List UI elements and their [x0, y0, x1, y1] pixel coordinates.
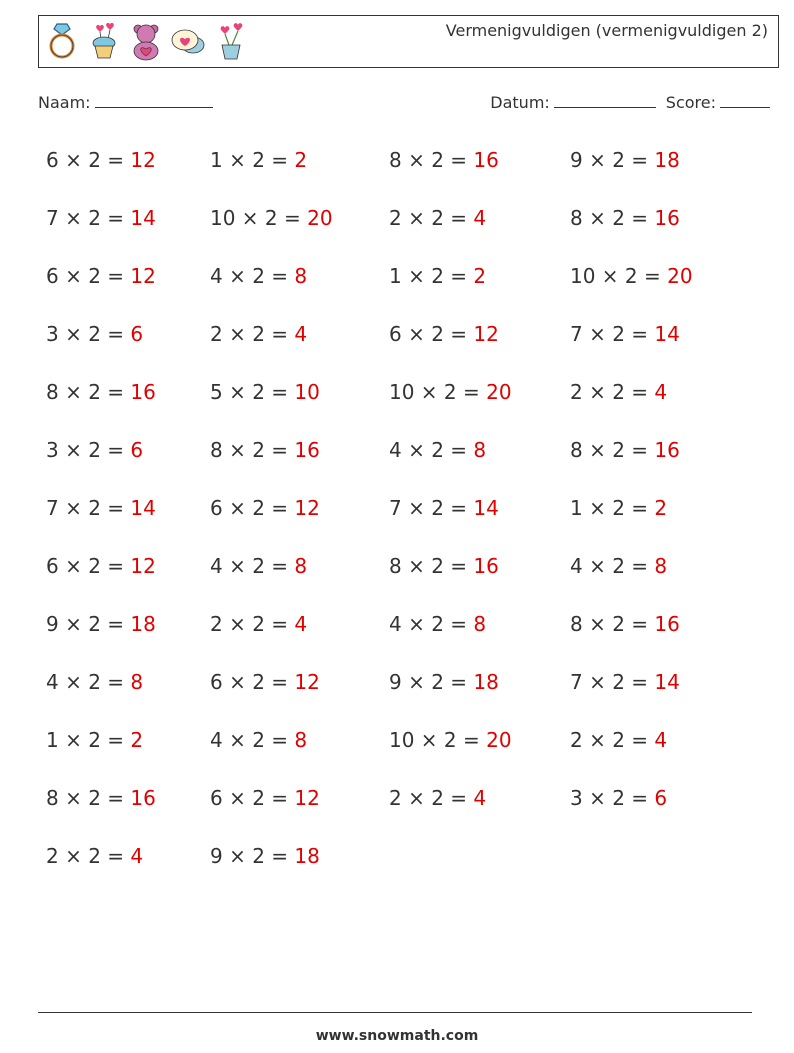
problem-item	[389, 612, 486, 636]
problem-item	[570, 612, 680, 636]
problem-question: 2 × 2 =	[210, 322, 289, 346]
problem-answer: 6	[130, 322, 144, 346]
problem-question: 10 × 2 =	[210, 206, 301, 230]
problem-question: 4 × 2 =	[210, 554, 289, 578]
footer-divider	[38, 1012, 752, 1013]
problem-question: 10 × 2 =	[389, 728, 480, 752]
problem-answer: 4	[654, 380, 668, 404]
problem-item	[46, 554, 156, 578]
problem-question: 9 × 2 =	[46, 612, 125, 636]
problem-item	[570, 322, 680, 346]
problem-item	[210, 264, 307, 288]
problem-question: 6 × 2 =	[46, 264, 125, 288]
problem-answer: 2	[473, 264, 487, 288]
problem-answer: 2	[294, 148, 308, 172]
problem-item	[389, 554, 499, 578]
problem-answer: 18	[294, 844, 320, 868]
problem-answer: 12	[294, 496, 320, 520]
problem-item	[210, 612, 307, 636]
problem-answer: 20	[667, 264, 693, 288]
problem-item	[570, 206, 680, 230]
problem-answer: 10	[294, 380, 320, 404]
problem-question: 4 × 2 =	[46, 670, 125, 694]
problem-question: 7 × 2 =	[46, 496, 125, 520]
problem-question: 10 × 2 =	[570, 264, 661, 288]
problem-item	[389, 496, 499, 520]
problem-item	[570, 786, 667, 810]
problem-answer: 6	[130, 438, 144, 462]
problem-answer: 12	[130, 264, 156, 288]
problem-question: 2 × 2 =	[46, 844, 125, 868]
problem-answer: 16	[473, 148, 499, 172]
problem-item	[570, 496, 667, 520]
problem-question: 8 × 2 =	[389, 554, 468, 578]
problem-question: 8 × 2 =	[389, 148, 468, 172]
problem-question: 1 × 2 =	[570, 496, 649, 520]
problem-answer: 16	[654, 206, 680, 230]
worksheet-title: Vermenigvuldigen (vermenigvuldigen 2)	[445, 21, 768, 40]
problem-question: 5 × 2 =	[210, 380, 289, 404]
problem-answer: 14	[654, 322, 680, 346]
problem-answer: 16	[294, 438, 320, 462]
problem-item	[389, 786, 486, 810]
problem-item	[46, 206, 156, 230]
date-label: Datum:	[490, 93, 550, 112]
problem-item	[46, 148, 156, 172]
problem-item	[46, 322, 143, 346]
problem-item	[46, 264, 156, 288]
problem-answer: 6	[654, 786, 668, 810]
problem-answer: 14	[473, 496, 499, 520]
problem-item	[210, 728, 307, 752]
problem-question: 8 × 2 =	[210, 438, 289, 462]
problem-item	[210, 380, 320, 404]
problem-answer: 8	[654, 554, 668, 578]
problem-question: 3 × 2 =	[570, 786, 649, 810]
problem-item	[389, 380, 512, 404]
problem-question: 4 × 2 =	[389, 612, 468, 636]
problem-question: 4 × 2 =	[389, 438, 468, 462]
problem-item	[210, 786, 320, 810]
problem-item	[210, 322, 307, 346]
problem-answer: 20	[307, 206, 333, 230]
problem-item	[210, 148, 307, 172]
problem-answer: 4	[294, 322, 308, 346]
problem-item	[389, 728, 512, 752]
problem-question: 4 × 2 =	[210, 728, 289, 752]
problem-answer: 14	[654, 670, 680, 694]
problem-answer: 16	[130, 380, 156, 404]
problem-answer: 4	[473, 206, 487, 230]
problem-question: 6 × 2 =	[210, 786, 289, 810]
problem-item	[570, 148, 680, 172]
problem-answer: 16	[654, 612, 680, 636]
problem-item	[570, 264, 693, 288]
problem-answer: 8	[294, 264, 308, 288]
problem-question: 2 × 2 =	[570, 728, 649, 752]
problem-item	[389, 438, 486, 462]
problem-item	[570, 728, 667, 752]
problem-answer: 12	[130, 148, 156, 172]
problem-item	[210, 554, 307, 578]
problem-question: 2 × 2 =	[210, 612, 289, 636]
problem-answer: 16	[130, 786, 156, 810]
problem-answer: 16	[473, 554, 499, 578]
problem-answer: 14	[130, 496, 156, 520]
problem-item	[389, 322, 499, 346]
problem-answer: 8	[294, 728, 308, 752]
problem-item	[570, 438, 680, 462]
problem-answer: 2	[654, 496, 668, 520]
problem-item	[46, 612, 156, 636]
problem-answer: 2	[130, 728, 144, 752]
problem-item	[210, 496, 320, 520]
problem-item	[46, 844, 143, 868]
problem-question: 3 × 2 =	[46, 438, 125, 462]
problem-question: 1 × 2 =	[210, 148, 289, 172]
problem-item	[389, 670, 499, 694]
problem-item	[389, 206, 486, 230]
problem-answer: 18	[473, 670, 499, 694]
problem-item	[210, 670, 320, 694]
problem-item	[570, 380, 667, 404]
problem-answer: 4	[130, 844, 144, 868]
problem-question: 2 × 2 =	[389, 206, 468, 230]
problem-question: 10 × 2 =	[389, 380, 480, 404]
problem-answer: 12	[294, 670, 320, 694]
score-label: Score:	[665, 93, 716, 112]
problem-answer: 8	[294, 554, 308, 578]
problem-question: 2 × 2 =	[389, 786, 468, 810]
problem-question: 4 × 2 =	[210, 264, 289, 288]
problem-item	[210, 206, 333, 230]
problem-question: 6 × 2 =	[389, 322, 468, 346]
problem-item	[46, 670, 143, 694]
problem-answer: 12	[473, 322, 499, 346]
problem-item	[46, 438, 143, 462]
problem-answer: 4	[654, 728, 668, 752]
problem-answer: 20	[486, 728, 512, 752]
problem-answer: 8	[473, 612, 487, 636]
problem-question: 8 × 2 =	[570, 612, 649, 636]
problem-question: 6 × 2 =	[46, 554, 125, 578]
problem-answer: 8	[473, 438, 487, 462]
problem-answer: 4	[473, 786, 487, 810]
problem-question: 6 × 2 =	[46, 148, 125, 172]
problem-answer: 12	[294, 786, 320, 810]
problem-item	[389, 264, 486, 288]
problem-question: 3 × 2 =	[46, 322, 125, 346]
problem-question: 7 × 2 =	[389, 496, 468, 520]
problem-question: 8 × 2 =	[570, 438, 649, 462]
problem-answer: 18	[654, 148, 680, 172]
problem-item	[389, 148, 499, 172]
problem-answer: 18	[130, 612, 156, 636]
problem-question: 7 × 2 =	[570, 670, 649, 694]
problem-item	[46, 786, 156, 810]
problem-item	[210, 438, 320, 462]
problem-question: 1 × 2 =	[46, 728, 125, 752]
problem-item	[46, 728, 143, 752]
problem-item	[570, 670, 680, 694]
problem-question: 2 × 2 =	[570, 380, 649, 404]
name-label: Naam:	[38, 93, 91, 112]
problem-item	[210, 844, 320, 868]
problem-answer: 14	[130, 206, 156, 230]
problem-question: 9 × 2 =	[389, 670, 468, 694]
problem-question: 8 × 2 =	[46, 380, 125, 404]
problem-item	[46, 380, 156, 404]
problem-question: 9 × 2 =	[210, 844, 289, 868]
problem-answer: 20	[486, 380, 512, 404]
problem-answer: 16	[654, 438, 680, 462]
problem-question: 7 × 2 =	[570, 322, 649, 346]
problem-question: 9 × 2 =	[570, 148, 649, 172]
problem-question: 1 × 2 =	[389, 264, 468, 288]
problem-item	[46, 496, 156, 520]
problem-question: 8 × 2 =	[570, 206, 649, 230]
problem-question: 6 × 2 =	[210, 496, 289, 520]
problem-answer: 4	[294, 612, 308, 636]
problem-question: 6 × 2 =	[210, 670, 289, 694]
problem-question: 4 × 2 =	[570, 554, 649, 578]
problem-question: 8 × 2 =	[46, 786, 125, 810]
problem-item	[570, 554, 667, 578]
problem-question: 7 × 2 =	[46, 206, 125, 230]
problem-answer: 12	[130, 554, 156, 578]
problem-answer: 8	[130, 670, 144, 694]
footer-url: www.snowmath.com	[315, 1028, 479, 1044]
